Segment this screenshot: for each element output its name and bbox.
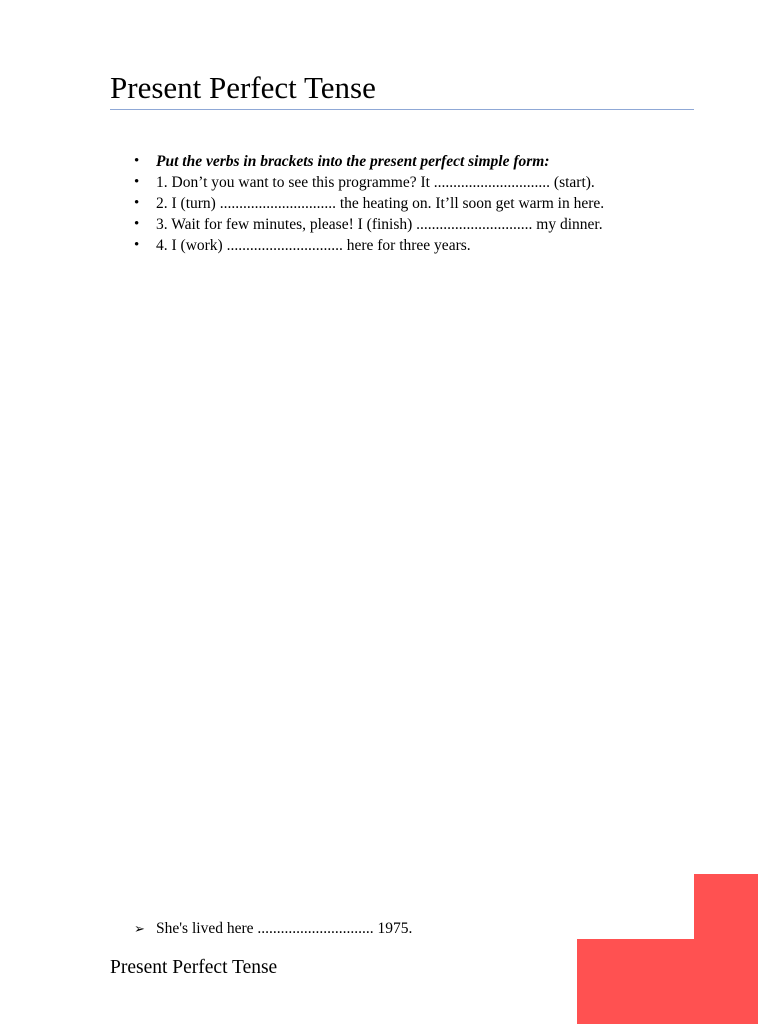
arrow-list-item: [134, 918, 412, 939]
list-item: [134, 214, 604, 235]
exercise-text: 1. Don’t you want to see this programme? It .............................. (start).: [156, 174, 595, 191]
bullet-icon: •: [134, 237, 140, 253]
instruction-item: [134, 151, 604, 172]
list-item: [134, 172, 604, 193]
bullet-icon: •: [134, 153, 140, 169]
exercise-text: 2. I (turn) .............................. the heating on. It’ll soon get warm in here.: [156, 195, 605, 212]
list-item: [134, 235, 604, 256]
arrow-item-text: She's lived here .............................. 1975.: [156, 920, 413, 937]
list-item: [134, 193, 604, 214]
title-divider: [110, 109, 694, 110]
page-title: Present Perfect Tense: [110, 70, 376, 105]
decorative-red-block-top: [694, 874, 758, 940]
exercise-text: 3. Wait for few minutes, please! I (finish) .............................. my dinner.: [156, 216, 603, 233]
arrow-bullet-icon: ➢: [134, 921, 145, 936]
bullet-icon: •: [134, 216, 140, 232]
bullet-icon: •: [134, 174, 140, 190]
footer-title: Present Perfect Tense: [110, 957, 278, 978]
exercise-list: [134, 151, 604, 256]
decorative-red-block-bottom: [577, 939, 758, 1024]
bullet-icon: •: [134, 195, 140, 211]
exercise-text: 4. I (work) .............................. here for three years.: [156, 237, 471, 254]
instruction-text: Put the verbs in brackets into the present perfect simple form:: [156, 153, 550, 170]
